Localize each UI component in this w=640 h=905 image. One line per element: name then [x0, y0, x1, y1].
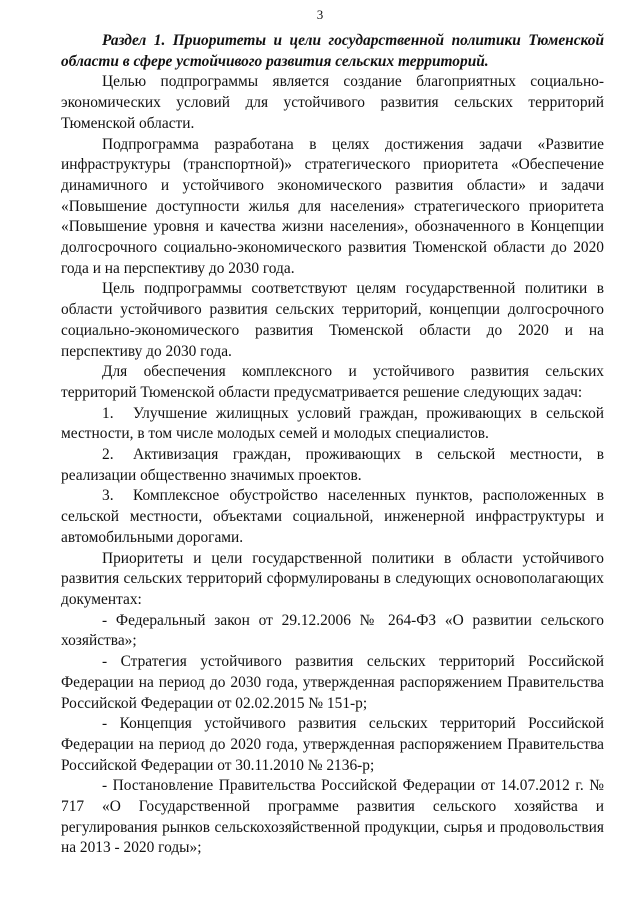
paragraph-goal: Целью подпрограммы является создание благоприятных социально-экономических условий для устойчивого развития сельских территорий Тюменской области.: [61, 73, 604, 132]
task-number: 2.: [102, 446, 114, 464]
paragraph-tasks-intro: Для обеспечения комплексного и устойчивого развития сельских территорий Тюменской области предусматривается решение следующих задач:: [61, 363, 604, 401]
document-list-item: - Постановление Правительства Российской Федерации от 14.07.2012 г. № 717 «О Государственной программе развития сельского хозяйства и регулирования рынков сельскохозяйственной продукции, сырья и продовольствия на 2013 - 2020 годы»;: [61, 777, 604, 857]
task-item: [61, 486, 604, 548]
document-list-item: - Стратегия устойчивого развития сельских территорий Российской Федерации на период до 2030 года, утвержденная распоряжением Правительства Российской Федерации от 02.02.2015 № 151-р;: [61, 653, 604, 712]
task-item: [61, 404, 604, 445]
paragraph-development: Подпрограмма разработана в целях достижения задачи «Развитие инфраструктуры (транспортной)» стратегического приоритета «Обеспечение динамичного и устойчивого экономического развития области» и задачи «Повышение доступности жилья для населения» стратегического приоритета «Повышение уровня и качества жизни населения», обозначенного в Концепции долгосрочного социально-экономического развития Тюменской области до 2020 года и на перспективу до 2030 года.: [61, 135, 604, 277]
document-body: [61, 31, 604, 859]
paragraph-alignment: Цель подпрограммы соответствуют целям государственной политики в области устойчивого развития сельских территорий, концепции долгосрочного социально-экономического развития Тюменской области до 2020 и на перспективу до 2030 года.: [61, 280, 604, 360]
document-list-item: - Концепция устойчивого развития сельских территорий Российской Федерации на период до 2020 года, утвержденная распоряжением Правительства Российской Федерации от 30.11.2010 № 2136-р;: [61, 715, 604, 774]
document-list-item: - Федеральный закон от 29.12.2006 № 264-ФЗ «О развитии сельского хозяйства»;: [61, 611, 604, 650]
section-heading: Раздел 1. Приоритеты и цели государственной политики Тюменской области в сфере устойчивого развития сельских территорий.: [61, 32, 604, 70]
task-text: Улучшение жилищных условий граждан, проживающих в сельской местности, в том числе молодых семей и молодых специалистов.: [61, 404, 604, 443]
task-text: Активизация граждан, проживающих в сельской местности, в реализации общественно значимых проектов.: [61, 446, 604, 484]
task-number: 1.: [102, 404, 114, 422]
page-number: 3: [316, 7, 324, 22]
task-text: Комплексное обустройство населенных пунктов, расположенных в сельской местности, объектами социальной, инженерной инфраструктуры и автомобильными дорогами.: [61, 487, 604, 546]
task-item: [61, 445, 604, 486]
task-number: 3.: [102, 487, 114, 505]
paragraph-priorities-intro: Приоритеты и цели государственной политики в области устойчивого развития сельских территорий сформулированы в следующих основополагающих документах:: [61, 549, 604, 608]
